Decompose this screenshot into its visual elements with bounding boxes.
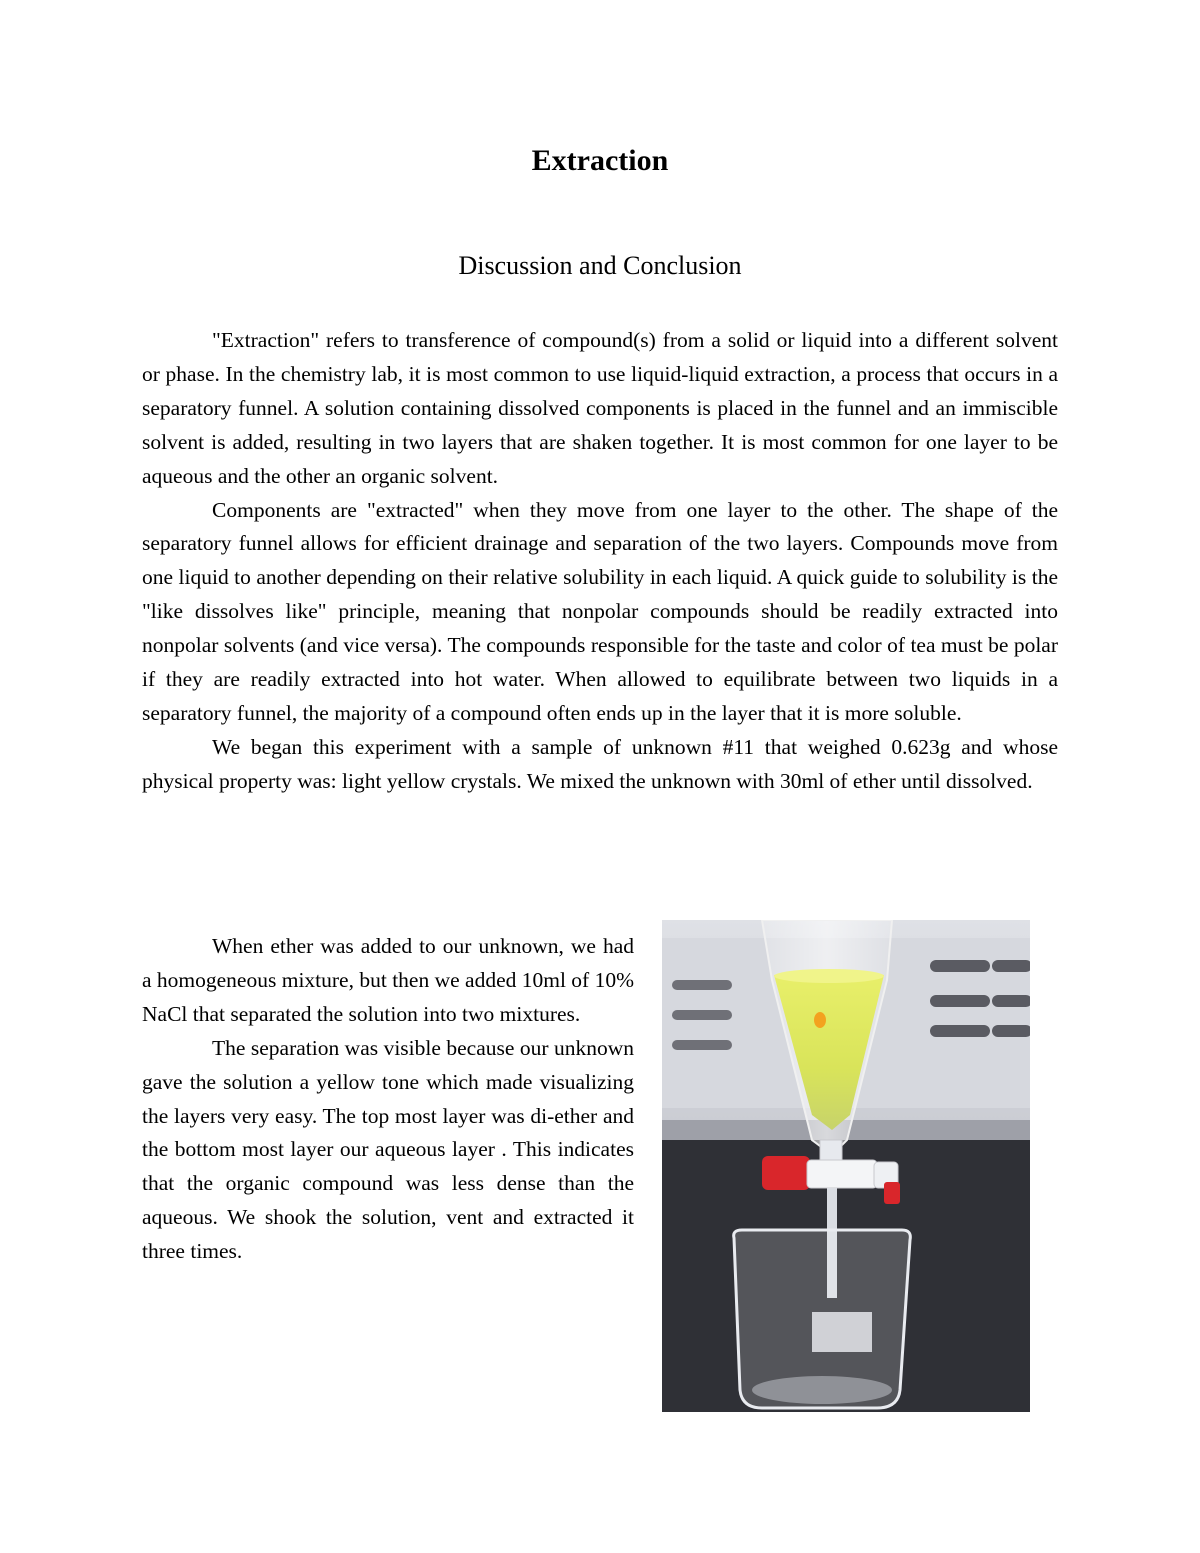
body-text bbox=[142, 324, 1058, 799]
funnel-photo-illustration bbox=[662, 920, 1030, 1412]
paragraph-2: Components are "extracted" when they move from one layer to the other. The shape of the separatory funnel allows for efficient drainage and separation of the two layers. Compounds move from one liquid to another depending on their relative solubility in each liquid. A quick guide to solubility is the "like dissolves like" principle, meaning that nonpolar compounds should be readily extracted into nonpolar solvents (and vice versa). The compounds responsible for the taste and color of tea must be polar if they are readily extracted into hot water. When allowed to equilibrate between two liquids in a separatory funnel, the majority of a compound often ends up in the layer that it is more soluble. bbox=[142, 497, 1058, 725]
paragraph-1: "Extraction" refers to transference of compound(s) from a solid or liquid into a different solvent or phase. In the chemistry lab, it is most common to use liquid-liquid extraction, a process that occurs in a separatory funnel. A solution containing dissolved components is placed in the funnel and an immiscible solvent is added, resulting in two layers that are shaken together. It is most common for one layer to be aqueous and the other an organic solvent. bbox=[142, 328, 1058, 488]
section-heading: Discussion and Conclusion bbox=[458, 251, 742, 280]
paragraph-5: The separation was visible because our unknown gave the solution a yellow tone which made visualizing the layers very easy. The top most layer was di-ether and the bottom most layer our aqueous layer . This indicates that the organic compound was less dense than the aqueous. We shook the solution, vent and extracted it three times. bbox=[142, 1035, 634, 1264]
body-text-column bbox=[142, 930, 634, 1269]
paragraph-3: We began this experiment with a sample of unknown #11 that weighed 0.623g and whose physical property was: light yellow crystals. We mixed the unknown with 30ml of ether until dissolved. bbox=[142, 734, 1058, 793]
separatory-funnel-photo bbox=[662, 920, 1030, 1412]
paragraph-4: When ether was added to our unknown, we had a homogeneous mixture, but then we added 10ml of 10% NaCl that separated the solution into two mixtures. bbox=[142, 934, 635, 1026]
page-title: Extraction bbox=[531, 144, 669, 177]
